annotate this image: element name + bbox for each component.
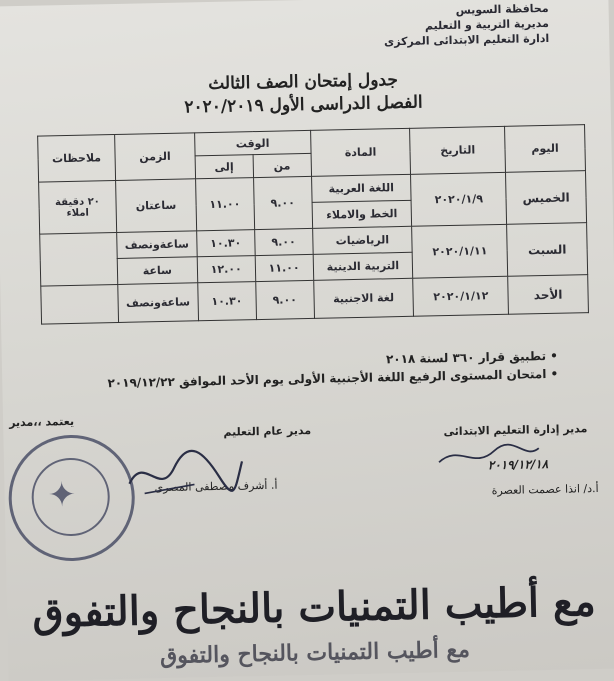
subject-cell: اللغة العربية: [311, 174, 411, 202]
table-header-row: [38, 125, 585, 159]
notes-list: [107, 347, 558, 392]
note-item: • تطبيق قرار ٣٦٠ لسنة ٢٠١٨: [107, 347, 558, 374]
header-subject: المادة: [310, 128, 411, 176]
from-cell: ٩.٠٠: [253, 176, 312, 229]
header-to: إلى: [195, 155, 253, 179]
subject-cell: الخط والاملاء: [312, 200, 412, 228]
closing-message-faded: مع أطيب التمنيات بالنجاح والتفوق: [159, 636, 471, 670]
closing-message: مع أطيب التمنيات بالنجاح والتفوق: [32, 578, 597, 637]
to-cell: ١٠.٣٠: [197, 230, 255, 257]
document-title: جدول إمتحان الصف الثالث: [208, 70, 399, 95]
primary-manager-title: مدير إدارة التعليم الابتدائى: [443, 422, 588, 439]
header-time: الوقت: [194, 130, 310, 155]
from-cell: ٩.٠٠: [255, 280, 314, 319]
header-date: التاريخ: [410, 126, 506, 174]
document-subtitle: الفصل الدراسى الأول ٢٠٢٠/٢٠١٩: [184, 92, 423, 118]
exam-schedule-table: [37, 124, 589, 324]
subject-cell: الرياضيات: [312, 226, 412, 254]
duration-cell: ساعتان: [116, 179, 197, 233]
header-day: اليوم: [505, 125, 586, 173]
day-cell: السبت: [507, 223, 588, 277]
subject-cell: لغة الاجنبية: [313, 278, 414, 318]
duration-cell: ساعةونصف: [118, 283, 199, 323]
note-cell: [41, 284, 119, 324]
header-administration: ادارة التعليم الابتدائى المركزى: [383, 31, 550, 49]
issuer-header: [383, 1, 549, 49]
date-cell: ٢٠٢٠/١/١١: [412, 224, 508, 278]
date-cell: ٢٠٢٠/١/٩: [411, 172, 507, 226]
to-cell: ١٠.٣٠: [198, 282, 257, 321]
to-cell: ١١.٠٠: [195, 178, 254, 231]
header-directorate: مديرية التربية و التعليم: [424, 16, 550, 33]
day-cell: الخميس: [506, 171, 587, 225]
duration-cell: ساعة: [117, 257, 197, 285]
eagle-emblem-icon: ✦: [47, 474, 77, 516]
primary-manager-name: أ.د/ انذا عصمت العصرة: [491, 481, 599, 498]
general-manager-name: أ. أشرف مصطفى المصرى: [154, 478, 278, 495]
header-governorate: محافظة السويس: [455, 1, 549, 17]
signature-scribble: [124, 441, 245, 503]
approval-label: يعتمد ،،مدير: [8, 414, 75, 430]
subject-cell: التربية الدينية: [313, 252, 413, 280]
note-item: • امتحان المستوى الرفيع اللغة الأجنبية الأولى يوم الأحد الموافق ٢٠١٩/١٢/٢٢: [107, 365, 558, 392]
general-manager-title: مدير عام التعليم: [223, 423, 312, 439]
note-cell: [40, 232, 118, 286]
primary-manager-signature: [434, 440, 545, 472]
day-cell: الأحد: [508, 275, 589, 315]
from-cell: ٩.٠٠: [254, 228, 312, 255]
header-from: من: [253, 153, 311, 177]
note-cell: ٢٠ دقيقة املاء: [39, 180, 117, 234]
handwritten-date: ٢٠١٩/١٢/١٨: [487, 456, 549, 473]
official-seal-stamp: [7, 434, 136, 563]
date-cell: ٢٠٢٠/١/١٢: [413, 276, 509, 316]
from-cell: ١١.٠٠: [255, 254, 313, 281]
duration-cell: ساعةونصف: [117, 231, 197, 259]
to-cell: ١٢.٠٠: [197, 256, 255, 283]
header-notes: ملاحظات: [38, 135, 116, 183]
header-duration: الزمن: [115, 133, 196, 181]
